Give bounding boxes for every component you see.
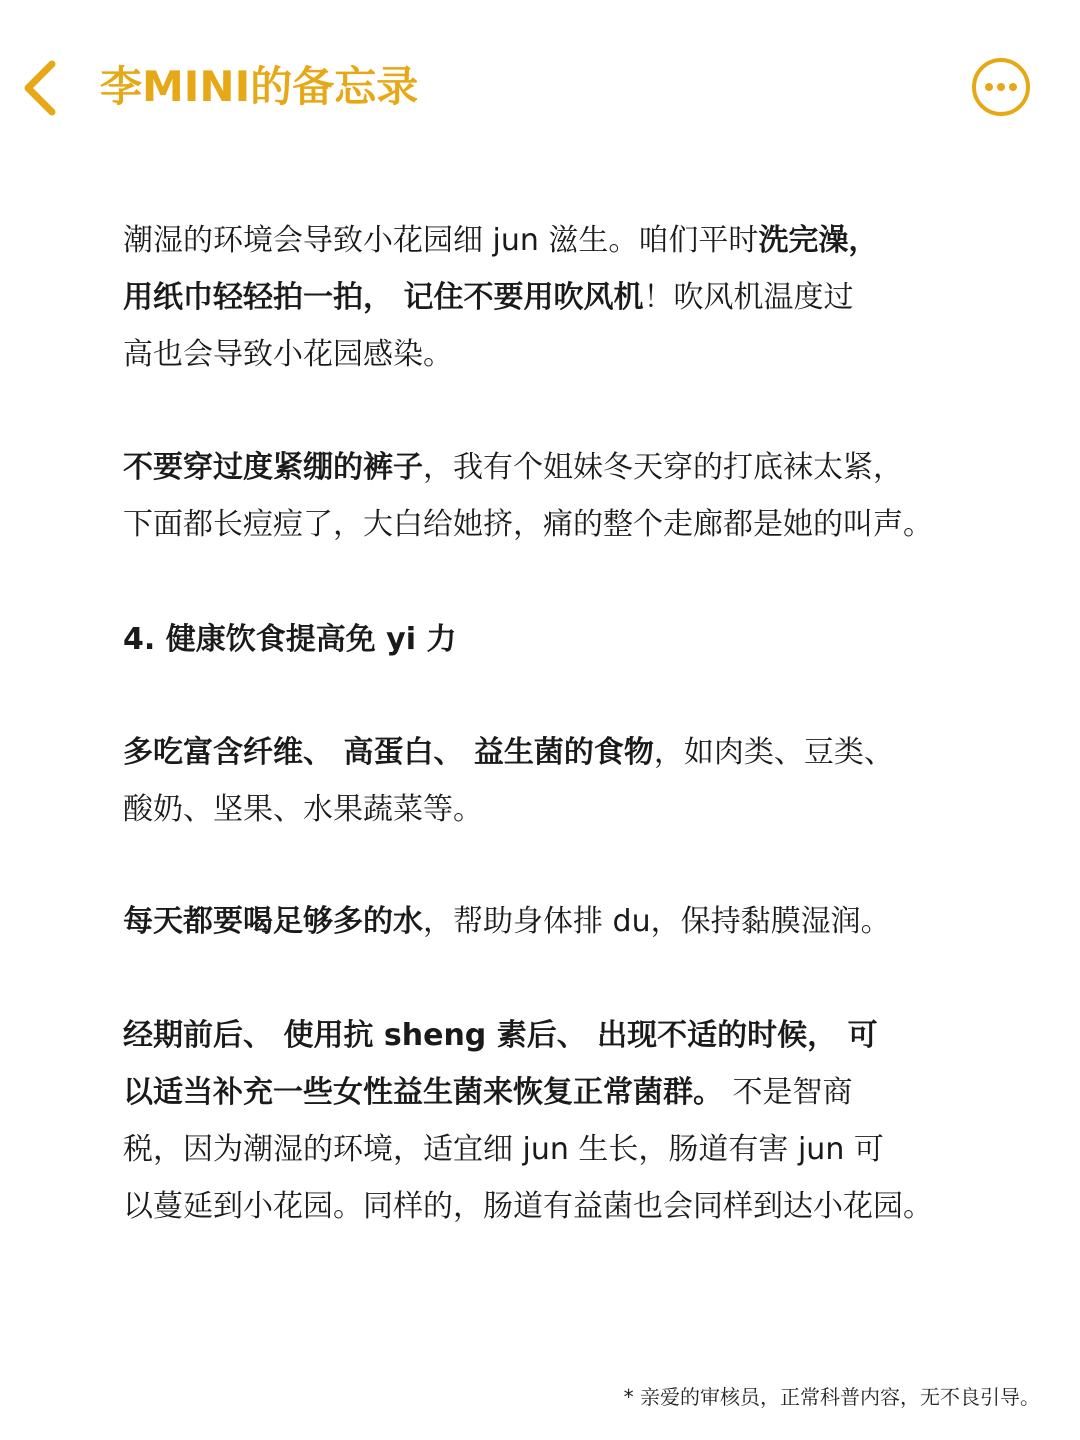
app-header (0, 0, 1080, 180)
back-button[interactable] (18, 58, 68, 118)
text-line: 税，因为潮湿的环境，适宜细 jun 生长，肠道有害 jun 可 (123, 1132, 884, 1167)
bold-text: 洗完澡， (758, 223, 879, 258)
paragraph-diet (123, 724, 983, 838)
text-line: 以蔓延到小花园。同样的，肠道有益菌也会同样到达小花园。 (123, 1189, 933, 1224)
text-line (123, 893, 983, 950)
more-dots-icon (970, 56, 1032, 118)
text-span: ，如肉类、豆类、 (653, 735, 894, 770)
heading-line (123, 611, 983, 668)
more-button[interactable] (970, 56, 1032, 118)
footnote: * 亲爱的审核员，正常科普内容，无不良引导。 (623, 1385, 1040, 1409)
text-line (123, 269, 983, 326)
text-span: ，我有个姐妹冬天穿的打底袜太紧， (423, 450, 903, 485)
bold-text: 每天都要喝足够多的水 (123, 904, 423, 939)
bold-text: 4. 健康饮食提高免 yi 力 (123, 622, 457, 657)
paragraph-tight-pants (123, 439, 983, 553)
chevron-left-icon (18, 58, 68, 118)
text-span: 潮湿的环境会导致小花园细 jun 滋生。咱们平时 (123, 223, 759, 258)
text-line: 下面都长痘痘了，大白给她挤，痛的整个走廊都是她的叫声。 (123, 507, 933, 542)
text-span: ！吹风机温度过 (643, 280, 854, 315)
text-line (123, 1007, 983, 1064)
text-line: 酸奶、坚果、水果蔬菜等。 (123, 792, 483, 827)
text-line (123, 212, 983, 269)
section-heading (123, 611, 983, 668)
text-span: 不是智商 (723, 1075, 853, 1110)
text-line: 高也会导致小花园感染。 (123, 337, 453, 372)
paragraph-probiotics (123, 1007, 983, 1235)
paragraph-moisture (123, 212, 983, 383)
bold-text: 用纸巾轻轻拍一拍， 记住不要用吹风机 (123, 280, 644, 315)
text-line (123, 439, 983, 496)
text-line (123, 724, 983, 781)
bold-text: 多吃富含纤维、 高蛋白、 益生菌的食物 (123, 735, 654, 770)
bold-text: 以适当补充一些女性益生菌来恢复正常菌群。 (123, 1075, 723, 1110)
memo-content (123, 212, 983, 1235)
bold-text: 经期前后、 使用抗 sheng 素后、 出现不适的时候， 可 (123, 1018, 878, 1053)
page-title: 李MINI的备忘录 (100, 62, 419, 111)
text-span: ，帮助身体排 du，保持黏膜湿润。 (423, 904, 891, 939)
paragraph-water (123, 893, 983, 950)
text-line (123, 1064, 983, 1121)
bold-text: 不要穿过度紧绷的裤子 (123, 450, 423, 485)
